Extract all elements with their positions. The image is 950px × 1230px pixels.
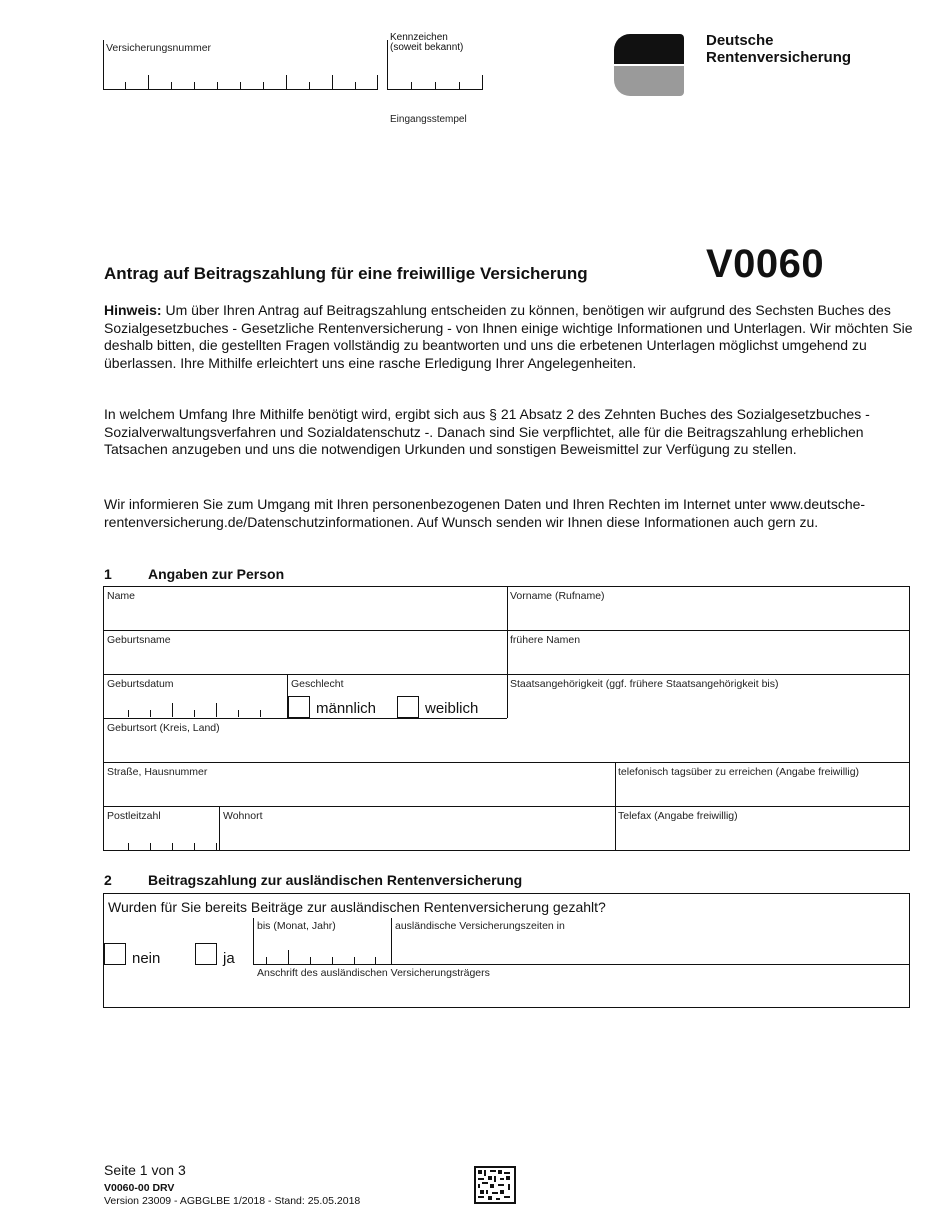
auslaendische-frage: Wurden für Sie bereits Beiträge zur ausländischen Rentenversicherung gezahlt? [108, 899, 606, 915]
versicherungsnummer-label: Versicherungsnummer [106, 42, 212, 54]
postleitzahl-field[interactable] [128, 836, 218, 850]
nein-checkbox[interactable] [104, 943, 126, 965]
kennzeichen-label: Kennzeichen (soweit bekannt) [390, 32, 464, 53]
section2-title: Beitragszahlung zur ausländischen Rentenversicherung [148, 872, 523, 888]
strasse-label: Straße, Hausnummer [107, 766, 208, 778]
mithilfe-paragraph: In welchem Umfang Ihre Mithilfe benötigt wird, ergibt sich aus § 21 Absatz 2 des Zehnten Buches des Sozialgesetzbuches - Sozialverwaltungsverfahren und Sozialdatenschutz -. Danach sind Sie verpflichtet, alle für die Beitragszahlung erheblichen Tatsachen anzugeben und uns die notwendigen Urkunden und sonstigen Beweismittel zur Verfügung zu stellen. [104, 406, 870, 457]
ja-checkbox[interactable] [195, 943, 217, 965]
geburtsname-input[interactable] [104, 648, 506, 673]
form-version: Version 23009 - AGBGLBE 1/2018 - Stand: 25.05.2018 [104, 1195, 361, 1207]
weiblich-checkbox[interactable] [397, 696, 419, 718]
datamatrix-code [474, 1166, 516, 1204]
anschrift-label: Anschrift des ausländischen Versicherungsträgers [257, 967, 490, 979]
ja-label: ja [223, 950, 235, 967]
versicherungszeiten-label: ausländische Versicherungszeiten in [395, 920, 565, 932]
geburtsdatum-label: Geburtsdatum [107, 678, 174, 690]
versicherungszeiten-input[interactable] [392, 934, 909, 964]
anschrift-input[interactable] [254, 980, 909, 1007]
staatsangehoerigkeit-input[interactable] [508, 692, 909, 761]
telefon-input[interactable] [616, 780, 909, 805]
fruehere-namen-input[interactable] [508, 648, 909, 673]
geburtsort-label: Geburtsort (Kreis, Land) [107, 722, 220, 734]
vorname-input[interactable] [508, 604, 909, 629]
form-title: Antrag auf Beitragszahlung für eine freiwillige Versicherung [104, 264, 588, 283]
logo-mark-bottom [614, 66, 684, 96]
strasse-input[interactable] [104, 780, 614, 805]
geschlecht-label: Geschlecht [291, 678, 344, 690]
name-input[interactable] [104, 604, 506, 629]
vorname-label: Vorname (Rufname) [510, 590, 605, 602]
hinweis-label: Hinweis: [104, 302, 162, 318]
hinweis-paragraph [104, 302, 914, 372]
form-number: V0060 [706, 242, 825, 286]
section1-number: 1 [104, 566, 112, 582]
maennlich-label: männlich [316, 700, 377, 717]
geburtsdatum-field[interactable] [128, 703, 272, 717]
datenschutz-paragraph: Wir informieren Sie zum Umgang mit Ihren personenbezogenen Daten und Ihren Rechten im Internet unter www.deutsche-rentenversicherung.de/Datenschutzinformationen. Auf Wunsch senden wir Ihnen diese Informationen auch gern zu. [104, 496, 866, 530]
postleitzahl-label: Postleitzahl [107, 810, 161, 822]
telefax-input[interactable] [616, 824, 909, 850]
bis-label: bis (Monat, Jahr) [257, 920, 336, 932]
wohnort-label: Wohnort [223, 810, 263, 822]
logo-mark-top [614, 34, 684, 64]
name-label: Name [107, 590, 136, 602]
geburtsname-label: Geburtsname [107, 634, 171, 646]
fruehere-namen-label: frühere Namen [510, 634, 581, 646]
form-code: V0060-00 DRV [104, 1182, 175, 1194]
section2-number: 2 [104, 872, 112, 888]
telefax-label: Telefax (Angabe freiwillig) [618, 810, 738, 822]
nein-label: nein [132, 950, 161, 967]
weiblich-label: weiblich [425, 700, 479, 717]
eingangsstempel-label: Eingangsstempel [390, 114, 467, 125]
page-indicator: Seite 1 von 3 [104, 1162, 186, 1178]
section1-title: Angaben zur Person [148, 566, 285, 582]
logo-text: Deutsche Rentenversicherung [706, 32, 852, 66]
versicherungsnummer-field[interactable] [103, 75, 378, 90]
bis-datum-field[interactable] [266, 950, 376, 964]
hinweis-text: Um über Ihren Antrag auf Beitragszahlung entscheiden zu können, benötigen wir aufgrund des Sechsten Buches des Sozialgesetzbuches - Gesetzliche Rentenversicherung - von Ihnen einige wichtige Informationen und Unterlagen. Wir möchten Sie deshalb bitten, die gestellten Fragen vollständig zu beantworten und uns die erbetenen Unterlagen möglichst umgehend zu überlassen. Ihre Mithilfe erleichtert uns eine rasche Erledigung Ihrer Angelegenheiten. [104, 302, 913, 371]
kennzeichen-field[interactable] [387, 75, 483, 90]
maennlich-checkbox[interactable] [288, 696, 310, 718]
staatsangehoerigkeit-label: Staatsangehörigkeit (ggf. frühere Staatsangehörigkeit bis) [510, 678, 779, 690]
geburtsort-input[interactable] [104, 736, 506, 761]
wohnort-input[interactable] [220, 824, 614, 850]
telefon-label: telefonisch tagsüber zu erreichen (Angabe freiwillig) [618, 766, 860, 778]
